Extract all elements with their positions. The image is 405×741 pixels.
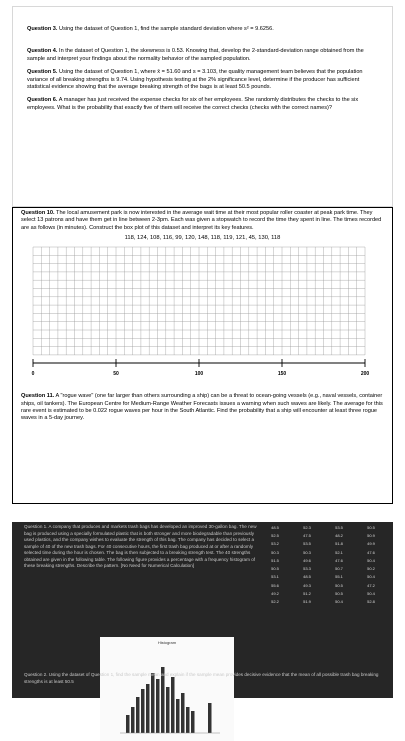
table-cell: 52.1 [335, 549, 343, 555]
axis-tick-label: 200 [360, 371, 370, 378]
table-cell: 47.2 [367, 582, 375, 588]
question-1-body: Question 1. A company that produces and markets trash bags has developed an improved 30-gallon bag. The new bag is produced using a specially formulated plastic that is both stronger and more biodegradable than previously used plastics, and the company wishes to evaluate the strength of this bag. The company has decided to select a sample of 40 of the new trash bags. For 40 consecutive hours, the first trash bag produced at or after a randomly selected time during the hour is chosen. The bag is then subjected to a breaking strength test. The 40 strengths obtained are given in the following table. The following figure provides a percentage with a frequency histogram of these breaking strengths. Describe the pattern. [24, 524, 257, 568]
table-cell: 50.5 [335, 591, 343, 597]
axis-tick-label: 150 [277, 371, 287, 378]
questions-10-11-panel [12, 207, 393, 504]
box-plot-grid [13, 241, 392, 391]
question-11 [21, 393, 384, 423]
questions-3-to-6-panel [12, 6, 393, 207]
table-cell: 50.2 [367, 566, 375, 572]
question-4 [27, 48, 378, 63]
table-row [259, 556, 387, 564]
table-cell: 49.3 [303, 582, 311, 588]
question-3-label: Question 3. [27, 26, 58, 32]
table-row [259, 598, 387, 606]
histogram-caption: Histogram [157, 640, 177, 645]
question-6-text: A manager has just received the expense checks for six of her employees. She randomly distributes the checks to the six employees. What is the probability that exactly five of them will receive the correct checks (checks with the correct names)? [27, 97, 359, 111]
axis-tick-label: 0 [31, 371, 35, 378]
question-6 [27, 97, 378, 112]
breaking-strength-table [259, 523, 387, 606]
axis-tick-label: 100 [194, 371, 204, 378]
table-cell: 51.8 [335, 541, 343, 547]
table-row [259, 581, 387, 589]
table-cell: 47.6 [367, 549, 375, 555]
table-cell: 48.2 [335, 532, 343, 538]
question-2-text: Question 2. Using the dataset of Question 1, find the sample mean and explain if the sample mean provides decisive evidence that the mean of all possible trash bag breaking strengths is at least 50.5 [24, 672, 379, 684]
table-cell: 50.9 [367, 532, 375, 538]
table-cell: 52.8 [367, 599, 375, 605]
question-4-label: Question 4. [27, 48, 58, 55]
table-cell: 53.5 [335, 524, 343, 530]
question-11-label: Question 11. [21, 393, 55, 400]
table-cell: 50.4 [367, 557, 375, 563]
question-6-label: Question 6. [27, 97, 58, 104]
question-10 [21, 210, 384, 232]
table-cell: 55.6 [271, 582, 279, 588]
table-cell: 51.9 [303, 599, 311, 605]
wait-time-data: 118, 124, 108, 116, 99, 120, 148, 118, 119, 121, 45, 130, 118 [124, 235, 281, 242]
question-11-text: A "rogue wave" (one far larger than others surrounding a ship) can be a threat to ocean-going vessels (e.g., naval vessels, container ships, oil tankers). The European Centre for Medium-Range Weather Forecasts issues a warning when such waves are likely. The average for this rare event is estimated to be 0.022 rogue waves per hour in the South Atlantic. Find the probability that a ship will encounter at least three rogue waves in a 5-day journey. [21, 393, 383, 422]
table-row [259, 564, 387, 572]
table-cell: 47.5 [303, 532, 311, 538]
question-10-text: The local amusement park is now interested in the average wait time at their most popular roller coaster at peak park time. They select 13 patrons and have them get in line between 2-3pm. Each was given a stopwatch to record the time they spent in line. The times recorded are as follows (in minutes). Construct the box plot of this dataset and interpret its key features. [21, 210, 382, 231]
table-cell: 52.2 [271, 599, 279, 605]
table-row [259, 540, 387, 548]
table-cell: 48.5 [303, 574, 311, 580]
table-cell: 49.9 [367, 541, 375, 547]
table-cell: 50.5 [271, 566, 279, 572]
table-cell: 50.4 [367, 591, 375, 597]
histogram-figure [100, 637, 234, 741]
table-cell: 50.4 [367, 574, 375, 580]
axis-tick-label: 50 [113, 371, 119, 378]
table-cell: 50.4 [335, 599, 343, 605]
table-cell: 47.6 [335, 557, 343, 563]
table-cell: 55.1 [335, 574, 343, 580]
table-cell: 50.3 [271, 549, 279, 555]
question-4-text: In the dataset of Question 1, the skewness is 0.53. Knowing that, develop the 2-standard-deviation range obtained from the sample and interpret your findings about the normality behavior of the sampled population. [27, 48, 364, 62]
table-cell: 49.6 [303, 557, 311, 563]
table-row [259, 523, 387, 531]
table-cell: 50.3 [303, 549, 311, 555]
table-cell: 51.2 [303, 591, 311, 597]
table-row [259, 573, 387, 581]
table-cell: 49.2 [271, 591, 279, 597]
table-cell: 50.5 [367, 524, 375, 530]
table-cell: 50.7 [335, 566, 343, 572]
table-cell: 48.5 [271, 524, 279, 530]
question-5-text: Using the dataset of Question 1, where x̄ = 51.60 and s = 3.103, the quality management team believes that the population variance of all breaking strengths is 9.74. Using hypothesis testing at the 2% significance level, determine if the producer has sufficient statistical evidence showing that the average breaking strength of the bags is at least 50.5 pounds. [27, 69, 363, 91]
table-cell: 53.5 [303, 541, 311, 547]
table-cell: 53.1 [271, 574, 279, 580]
question-5 [27, 69, 378, 91]
question-3-text: Using the dataset of Question 1, find the sample standard deviation where s² = 9.6256. [59, 26, 274, 32]
table-cell: 50.5 [335, 582, 343, 588]
question-10-label: Question 10. [21, 210, 55, 216]
question-1-2-panel [12, 522, 393, 698]
table-cell: 52.5 [271, 532, 279, 538]
question-3 [27, 26, 378, 33]
table-row [259, 548, 387, 556]
table-cell: 53.2 [271, 541, 279, 547]
table-row [259, 531, 387, 539]
question-1-text [24, 524, 258, 570]
table-cell: 53.3 [303, 566, 311, 572]
question-5-label: Question 5. [27, 69, 58, 76]
table-cell: 52.3 [303, 524, 311, 530]
table-cell: 51.5 [271, 557, 279, 563]
table-row [259, 589, 387, 597]
question-1-note: [No Need for Numerical Calculation] [120, 563, 195, 568]
